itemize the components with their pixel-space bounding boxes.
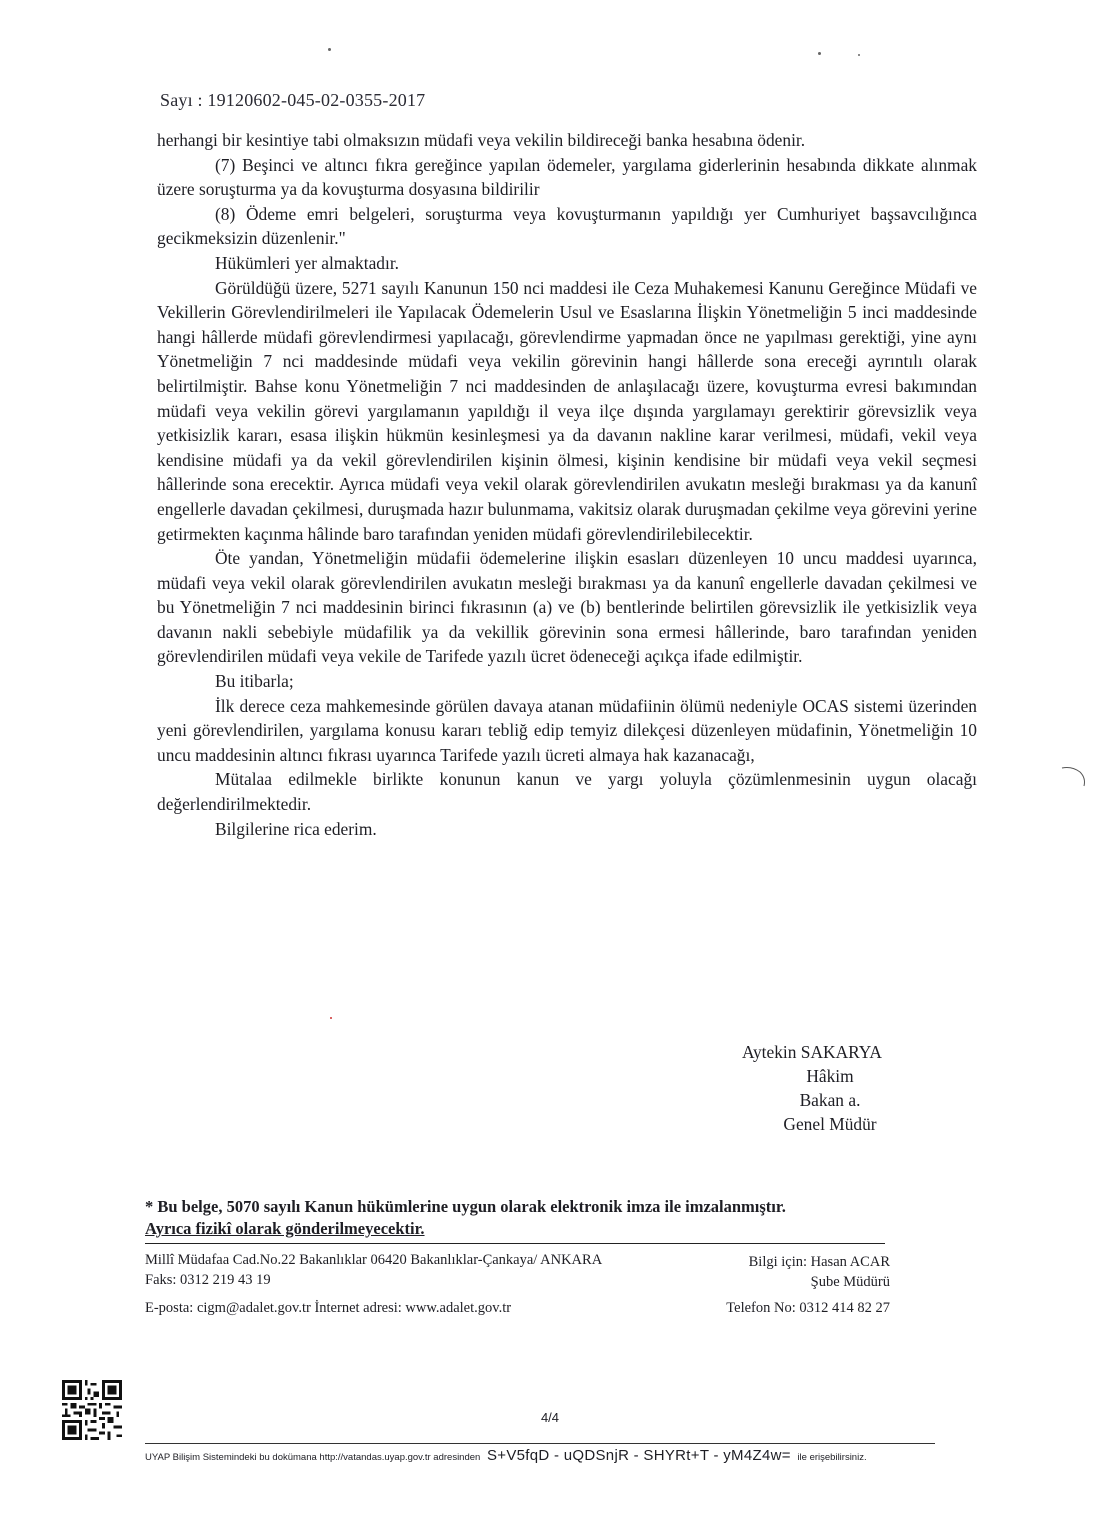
e-signature-notice <box>145 1196 885 1240</box>
footer-info-block <box>690 1252 890 1318</box>
signatory-position: Genel Müdür <box>783 1114 877 1134</box>
signatory-capacity: Bakan a. <box>799 1090 861 1110</box>
paragraph-closing: Bilgilerine rica ederim. <box>215 818 377 839</box>
footer-contact: E-posta: cigm@adalet.gov.tr İnternet adresi: www.adalet.gov.tr <box>145 1300 512 1316</box>
scan-speck <box>818 52 821 55</box>
uyap-suffix: ile erişebilirsiniz. <box>797 1452 867 1463</box>
paragraph-provisions: Hükümleri yer almaktadır. <box>215 252 399 273</box>
scan-speck <box>330 1017 332 1019</box>
paragraph-continuation: herhangi bir kesintiye tabi olmaksızın müdafi veya vekilin bildireceği banka hesabına ödenir. <box>157 130 806 150</box>
footer-contact-title: Şube Müdürü <box>810 1274 890 1290</box>
uyap-verification-line <box>145 1447 945 1464</box>
page-number: 4/4 <box>540 1410 560 1425</box>
notice-line-2: Ayrıca fizikî olarak gönderilmeyecektir. <box>145 1219 425 1238</box>
signature-block <box>700 1040 960 1136</box>
paragraph-article-10: Öte yandan, Yönetmeliğin müdafii ödemelerine ilişkin esasları düzenleyen 10 uncu maddesi uyarınca, müdafi veya vekil olarak görevlendirilen avukatın mesleği bırakması ya da kanunî engellerle davadan çekilmesi ve bu Yönetmeliğin 7 nci maddesinin birinci fıkrasının (a) ve (b) bentlerinde belirtilen görevsizlik ile yetkisizlik veya davanın nakli sebebiyle müdafilik ya da vekillik görevinin sona ermesi hâllerinde, baro tarafından yeniden görevlendirilen müdafi veya vekile de Tarifede yazılı ücret ödeneceği açıkça ifade edilmiştir. <box>157 548 977 667</box>
footer-divider <box>145 1243 885 1244</box>
paragraph-clause-7: (7) Beşinci ve altıncı fıkra gereğince yapılan ödemeler, yargılama giderlerinin hesabında dikkate alınmak üzere soruşturma ya da kovuşturma dosyasına bildirilir <box>157 154 977 200</box>
paragraph-therefore: Bu itibarla; <box>215 671 294 692</box>
bottom-divider <box>145 1443 935 1444</box>
signatory-name: Aytekin SAKARYA <box>742 1042 882 1062</box>
footer-contact-person: Bilgi için: Hasan ACAR <box>748 1254 890 1270</box>
qr-code-icon <box>62 1380 122 1440</box>
paragraph-conclusion: İlk derece ceza mahkemesinde görülen davaya atanan müdafiinin ölümü nedeniyle OCAS sistemi üzerinden yeni görevlendirilen, yargılama konusu kararı tebliğ edip temyiz dilekçesi düzenleyen müdafinin, Yönetmeliğin 10 uncu maddesinin altıncı fıkrası uyarınca Tarifede yazılı ücreti almaya hak kazanacağı, <box>157 695 977 765</box>
signatory-title: Hâkim <box>806 1066 854 1086</box>
paragraph-clause-8: (8) Ödeme emri belgeleri, soruşturma veya kovuşturmanın yapıldığı yer Cumhuriyet başsavcılığınca gecikmeksizin düzenlenir." <box>157 203 977 249</box>
document-number: Sayı : 19120602-045-02-0355-2017 <box>160 90 426 110</box>
footer-fax: Faks: 0312 219 43 19 <box>145 1272 271 1288</box>
document-body <box>157 128 977 841</box>
paragraph-opinion: Mütalaa edilmekle birlikte konunun kanun ve yargı yoluyla çözümlenmesinin uygun olacağı değerlendirilmektedir. <box>157 769 977 815</box>
scan-speck <box>328 48 331 51</box>
notice-line-1: * Bu belge, 5070 sayılı Kanun hükümlerine uygun olarak elektronik imza ile imzalanmıştır. <box>145 1197 786 1216</box>
footer-phone: Telefon No: 0312 414 82 27 <box>726 1300 890 1316</box>
paragraph-analysis: Görüldüğü üzere, 5271 sayılı Kanunun 150 nci maddesi ile Ceza Muhakemesi Kanunu Gereğince Müdafi ve Vekillerin Görevlendirilmeleri ile Yapılacak Ödemelerin Usul ve Esaslarına İlişkin Yönetmeliğin 5 inci maddesinde hangi hâllerde müdafi görevlendirmesi yapılacağı, görevlendirme yapmadan önce ne yapılması gerektiği, yine aynı Yönetmeliğin 7 nci maddesinde müdafi veya vekilin görevinin hangi hâllerde sona ereceği ayrıntılı olarak belirtilmiştir. Bahse konu Yönetmeliğin 7 nci maddesinden de anlaşılacağı üzere, kovuşturma evresi bakımından müdafi veya vekilin görevi yargılamanın yapıldığı il veya ilçe dışında yargılamayı gerektirir görevsizlik veya yetkisizlik kararı, esasa ilişkin hükmün kesinleşmesi ya da davanın nakline karar verilmesi, müdafi, vekil veya kendisine müdafi ya da vekil görevlendirilen kişinin ölmesi, kişinin kendisine bir müdafi veya vekil seçmesi hâllerinde sona erecektir. Ayrıca müdafi veya vekil olarak görevlendirilen avukatın mesleği bırakması ya da kanunî engellerle davadan çekilmesi, duruşmada hazır bulunmama, vakitsiz olarak duruşmadan çekilme veya görevini yerine getirmekten kaçınma hâlinde baro tarafından yeniden müdafi görevlendirilebilecektir. <box>157 277 977 544</box>
footer-address-block <box>145 1250 705 1318</box>
footer-address: Millî Müdafaa Cad.No.22 Bakanlıklar 06420 Bakanlıklar-Çankaya/ ANKARA <box>145 1252 603 1268</box>
margin-pen-mark <box>1060 760 1090 790</box>
uyap-prefix: UYAP Bilişim Sistemindeki bu dokümana http://vatandas.uyap.gov.tr adresinden <box>145 1452 481 1463</box>
uyap-verification-code: S+V5fqD - uQDSnjR - SHYRt+T - yM4Z4w= <box>486 1447 791 1464</box>
scan-speck <box>858 54 860 56</box>
